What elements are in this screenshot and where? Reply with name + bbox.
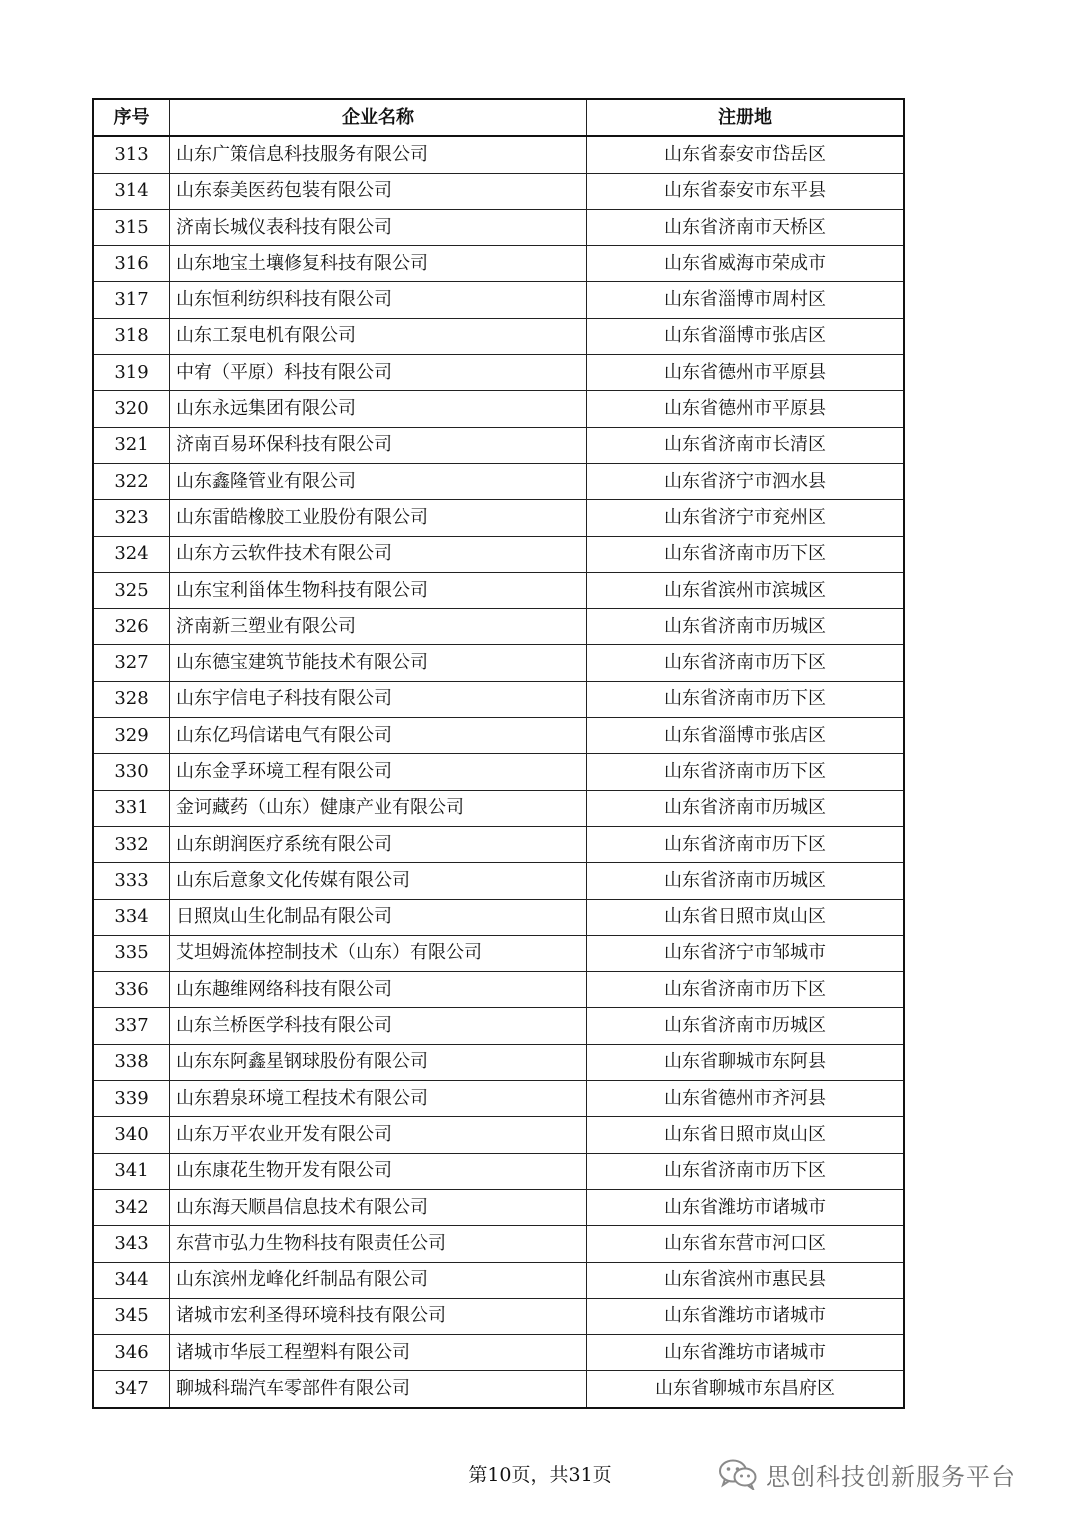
cell-company-name: 山东工泵电机有限公司 <box>170 318 587 354</box>
table-row <box>93 500 904 536</box>
cell-location: 山东省潍坊市诸城市 <box>587 1189 905 1225</box>
table-row <box>93 572 904 608</box>
cell-company-name: 山东恒利纺织科技有限公司 <box>170 282 587 318</box>
cell-company-name: 山东海天顺昌信息技术有限公司 <box>170 1189 587 1225</box>
cell-no: 346 <box>93 1335 170 1371</box>
cell-location: 山东省济宁市兖州区 <box>587 500 905 536</box>
header-row <box>93 99 904 136</box>
cell-location: 山东省济南市历下区 <box>587 1153 905 1189</box>
table-row <box>93 1371 904 1408</box>
cell-company-name: 山东碧泉环境工程技术有限公司 <box>170 1081 587 1117</box>
cell-location: 山东省济南市历下区 <box>587 536 905 572</box>
cell-company-name: 山东宝利甾体生物科技有限公司 <box>170 572 587 608</box>
cell-company-name: 日照岚山生化制品有限公司 <box>170 899 587 935</box>
cell-location: 山东省潍坊市诸城市 <box>587 1335 905 1371</box>
cell-company-name: 山东宇信电子科技有限公司 <box>170 681 587 717</box>
watermark-text: 思创科技创新服务平台 <box>766 1462 1016 1491</box>
cell-location: 山东省泰安市岱岳区 <box>587 136 905 173</box>
table-row <box>93 790 904 826</box>
cell-company-name: 中宥（平原）科技有限公司 <box>170 355 587 391</box>
table-row <box>93 1262 904 1298</box>
cell-company-name: 山东泰美医药包装有限公司 <box>170 173 587 209</box>
cell-no: 318 <box>93 318 170 354</box>
cell-location: 山东省济南市天桥区 <box>587 209 905 245</box>
cell-no: 330 <box>93 754 170 790</box>
cell-company-name: 诸城市宏利圣得环境科技有限公司 <box>170 1298 587 1334</box>
cell-no: 347 <box>93 1371 170 1408</box>
watermark <box>718 1454 1016 1494</box>
cell-no: 335 <box>93 935 170 971</box>
table-header <box>93 99 904 136</box>
cell-no: 316 <box>93 246 170 282</box>
cell-company-name: 山东滨州龙峰化纤制品有限公司 <box>170 1262 587 1298</box>
cell-location: 山东省济南市历下区 <box>587 754 905 790</box>
table-row <box>93 899 904 935</box>
cell-no: 326 <box>93 609 170 645</box>
cell-company-name: 山东趣维网络科技有限公司 <box>170 972 587 1008</box>
cell-location: 山东省济南市历城区 <box>587 790 905 826</box>
table-row <box>93 1298 904 1334</box>
cell-location: 山东省德州市齐河县 <box>587 1081 905 1117</box>
table-row <box>93 1008 904 1044</box>
cell-company-name: 山东金孚环境工程有限公司 <box>170 754 587 790</box>
table-row <box>93 1335 904 1371</box>
table-row <box>93 935 904 971</box>
cell-location: 山东省济宁市泗水县 <box>587 463 905 499</box>
cell-location: 山东省济南市长清区 <box>587 427 905 463</box>
table-row <box>93 427 904 463</box>
cell-no: 337 <box>93 1008 170 1044</box>
cell-company-name: 山东德宝建筑节能技术有限公司 <box>170 645 587 681</box>
cell-no: 322 <box>93 463 170 499</box>
cell-location: 山东省济宁市邹城市 <box>587 935 905 971</box>
cell-location: 山东省淄博市张店区 <box>587 718 905 754</box>
cell-location: 山东省济南市历城区 <box>587 1008 905 1044</box>
cell-no: 319 <box>93 355 170 391</box>
cell-location: 山东省济南市历下区 <box>587 645 905 681</box>
cell-no: 331 <box>93 790 170 826</box>
cell-location: 山东省东营市河口区 <box>587 1226 905 1262</box>
cell-no: 324 <box>93 536 170 572</box>
cell-location: 山东省滨州市惠民县 <box>587 1262 905 1298</box>
table-row <box>93 391 904 427</box>
cell-no: 315 <box>93 209 170 245</box>
cell-location: 山东省济南市历城区 <box>587 863 905 899</box>
cell-company-name: 诸城市华辰工程塑料有限公司 <box>170 1335 587 1371</box>
table-row <box>93 681 904 717</box>
cell-company-name: 山东康花生物开发有限公司 <box>170 1153 587 1189</box>
cell-location: 山东省滨州市滨城区 <box>587 572 905 608</box>
cell-no: 334 <box>93 899 170 935</box>
table-body <box>93 136 904 1407</box>
cell-company-name: 山东鑫隆管业有限公司 <box>170 463 587 499</box>
enterprise-table <box>92 98 905 1409</box>
cell-no: 344 <box>93 1262 170 1298</box>
cell-no: 333 <box>93 863 170 899</box>
cell-company-name: 聊城科瑞汽车零部件有限公司 <box>170 1371 587 1408</box>
table-row <box>93 318 904 354</box>
table-row <box>93 136 904 173</box>
cell-company-name: 山东雷皓橡胶工业股份有限公司 <box>170 500 587 536</box>
page-number: 第10页，共31页 <box>468 1464 612 1486</box>
table-row <box>93 1226 904 1262</box>
cell-no: 313 <box>93 136 170 173</box>
cell-company-name: 山东东阿鑫星钢球股份有限公司 <box>170 1044 587 1080</box>
cell-company-name: 山东永远集团有限公司 <box>170 391 587 427</box>
table-row <box>93 282 904 318</box>
cell-company-name: 山东兰桥医学科技有限公司 <box>170 1008 587 1044</box>
cell-company-name: 山东广策信息科技服务有限公司 <box>170 136 587 173</box>
cell-no: 323 <box>93 500 170 536</box>
cell-company-name: 济南百易环保科技有限公司 <box>170 427 587 463</box>
cell-no: 338 <box>93 1044 170 1080</box>
cell-location: 山东省日照市岚山区 <box>587 1117 905 1153</box>
cell-location: 山东省淄博市周村区 <box>587 282 905 318</box>
cell-location: 山东省泰安市东平县 <box>587 173 905 209</box>
cell-location: 山东省淄博市张店区 <box>587 318 905 354</box>
cell-company-name: 山东后意象文化传媒有限公司 <box>170 863 587 899</box>
cell-company-name: 东营市弘力生物科技有限责任公司 <box>170 1226 587 1262</box>
wechat-icon <box>718 1458 758 1490</box>
cell-location: 山东省德州市平原县 <box>587 355 905 391</box>
table-row <box>93 209 904 245</box>
cell-location: 山东省潍坊市诸城市 <box>587 1298 905 1334</box>
cell-no: 325 <box>93 572 170 608</box>
table-row <box>93 754 904 790</box>
header-location: 注册地 <box>587 99 905 136</box>
cell-company-name: 金诃藏药（山东）健康产业有限公司 <box>170 790 587 826</box>
table-row <box>93 1189 904 1225</box>
table-row <box>93 1117 904 1153</box>
header-no: 序号 <box>93 99 170 136</box>
cell-no: 317 <box>93 282 170 318</box>
cell-location: 山东省日照市岚山区 <box>587 899 905 935</box>
cell-no: 345 <box>93 1298 170 1334</box>
cell-company-name: 济南长城仪表科技有限公司 <box>170 209 587 245</box>
cell-no: 320 <box>93 391 170 427</box>
table-row <box>93 1081 904 1117</box>
table-row <box>93 1044 904 1080</box>
table-row <box>93 609 904 645</box>
cell-no: 327 <box>93 645 170 681</box>
table-row <box>93 645 904 681</box>
cell-company-name: 艾坦姆流体控制技术（山东）有限公司 <box>170 935 587 971</box>
cell-no: 328 <box>93 681 170 717</box>
table-row <box>93 1153 904 1189</box>
cell-company-name: 济南新三塑业有限公司 <box>170 609 587 645</box>
cell-location: 山东省济南市历城区 <box>587 609 905 645</box>
table-row <box>93 972 904 1008</box>
cell-company-name: 山东地宝土壤修复科技有限公司 <box>170 246 587 282</box>
cell-location: 山东省济南市历下区 <box>587 681 905 717</box>
cell-location: 山东省聊城市东昌府区 <box>587 1371 905 1408</box>
header-name: 企业名称 <box>170 99 587 136</box>
table-row <box>93 718 904 754</box>
cell-location: 山东省济南市历下区 <box>587 826 905 862</box>
cell-no: 314 <box>93 173 170 209</box>
table-row <box>93 355 904 391</box>
cell-no: 321 <box>93 427 170 463</box>
cell-location: 山东省德州市平原县 <box>587 391 905 427</box>
cell-no: 340 <box>93 1117 170 1153</box>
table-row <box>93 173 904 209</box>
cell-no: 341 <box>93 1153 170 1189</box>
table-row <box>93 826 904 862</box>
cell-location: 山东省聊城市东阿县 <box>587 1044 905 1080</box>
table-row <box>93 863 904 899</box>
table-row <box>93 536 904 572</box>
cell-no: 332 <box>93 826 170 862</box>
cell-no: 343 <box>93 1226 170 1262</box>
cell-location: 山东省威海市荣成市 <box>587 246 905 282</box>
table-row <box>93 463 904 499</box>
cell-company-name: 山东万平农业开发有限公司 <box>170 1117 587 1153</box>
cell-no: 329 <box>93 718 170 754</box>
cell-company-name: 山东方云软件技术有限公司 <box>170 536 587 572</box>
cell-no: 342 <box>93 1189 170 1225</box>
cell-location: 山东省济南市历下区 <box>587 972 905 1008</box>
cell-no: 336 <box>93 972 170 1008</box>
table-row <box>93 246 904 282</box>
cell-no: 339 <box>93 1081 170 1117</box>
cell-company-name: 山东亿玛信诺电气有限公司 <box>170 718 587 754</box>
cell-company-name: 山东朗润医疗系统有限公司 <box>170 826 587 862</box>
